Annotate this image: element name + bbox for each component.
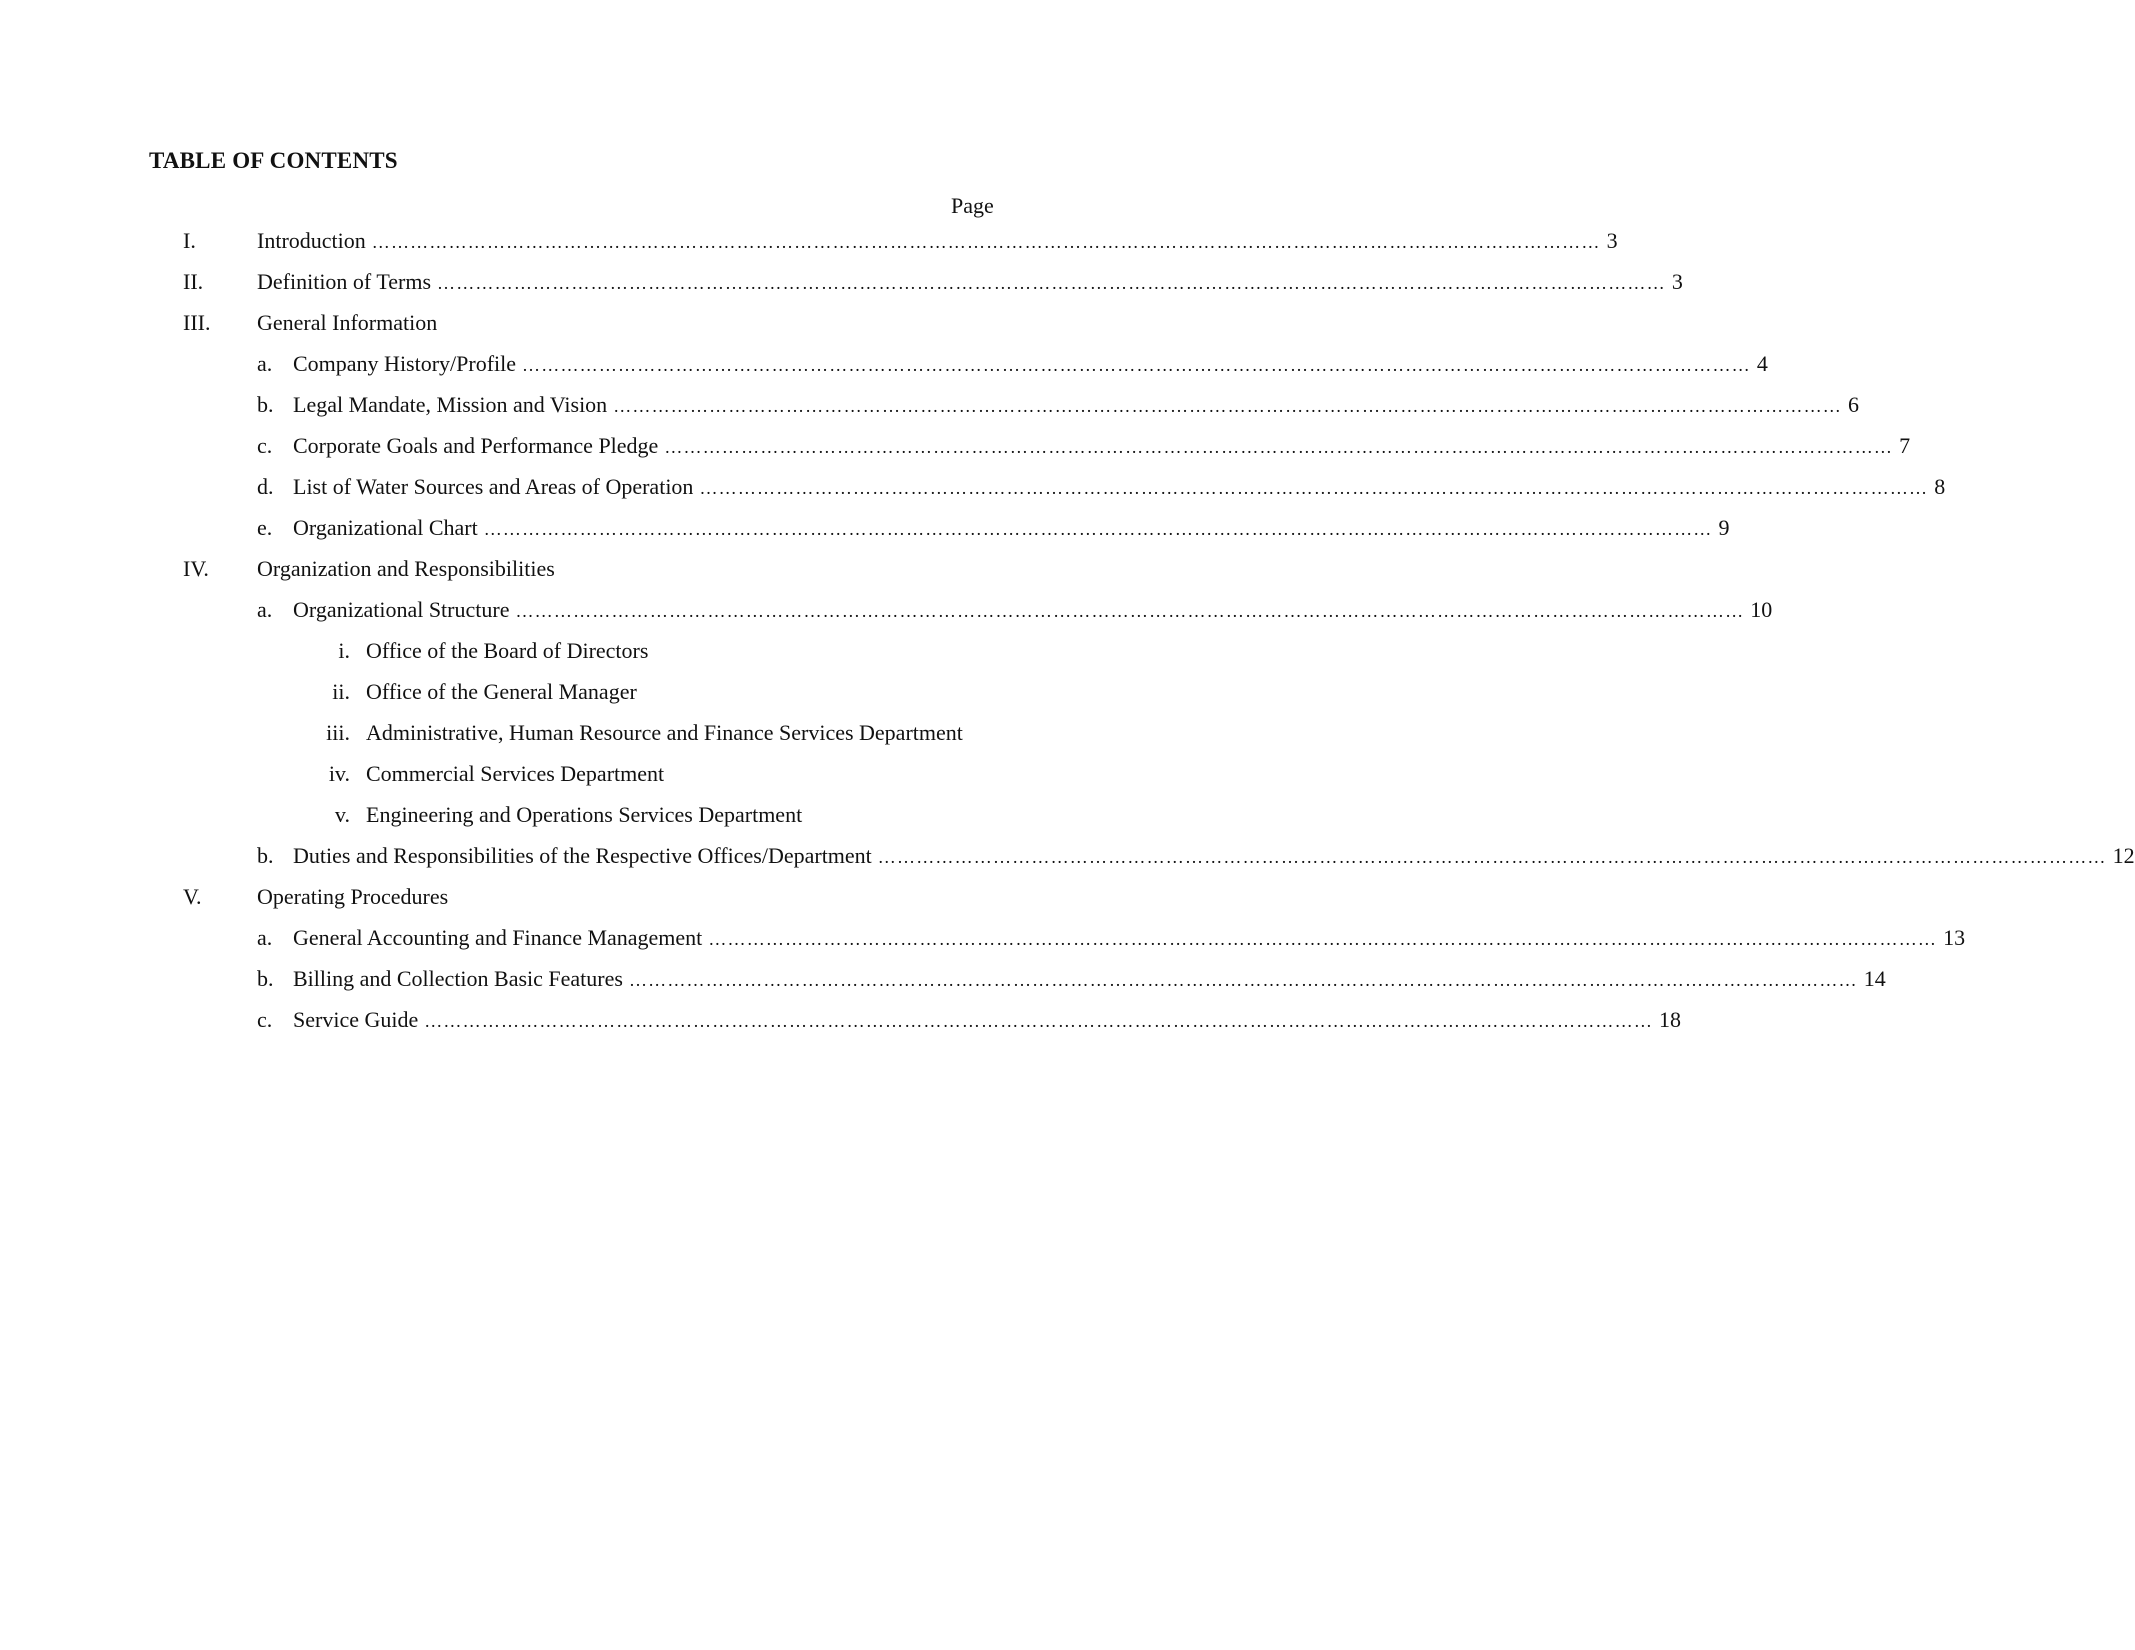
subitem-number: iv. <box>328 761 350 786</box>
toc-entry-organizational-chart[interactable] <box>293 515 1730 542</box>
entry-label: Introduction <box>257 228 366 253</box>
section-number: II. <box>183 269 204 294</box>
leader-dots: ………………………………………………………………………………………………………………………………………………………………………… <box>522 355 1751 375</box>
entry-page: 13 <box>1943 925 1966 950</box>
subitem-engineering-operations: Engineering and Operations Services Department <box>366 802 803 827</box>
entry-letter: c. <box>257 433 273 458</box>
leader-dots: ………………………………………………………………………………………………………………………………………………………………………… <box>483 519 1713 539</box>
entry-page: 10 <box>1750 597 1773 622</box>
subitem-number: iii. <box>326 720 350 745</box>
toc-entry-company-history[interactable] <box>293 351 1768 378</box>
entry-label: Corporate Goals and Performance Pledge <box>293 433 659 458</box>
entry-page: 12 <box>2112 843 2135 868</box>
toc-entry-organizational-structure[interactable] <box>293 597 1773 624</box>
leader-dots: ………………………………………………………………………………………………………………………………………………………………………… <box>628 970 1858 990</box>
entry-label: Billing and Collection Basic Features <box>293 966 623 991</box>
entry-page: 18 <box>1659 1007 1682 1032</box>
entry-letter: b. <box>257 392 274 417</box>
entry-letter: a. <box>257 351 273 376</box>
section-heading-operating-procedures: Operating Procedures <box>257 884 449 909</box>
entry-page: 4 <box>1756 351 1768 376</box>
entry-label: Service Guide <box>293 1007 419 1032</box>
entry-page: 6 <box>1848 392 1859 417</box>
section-number: V. <box>183 884 202 909</box>
section-heading-organization: Organization and Responsibilities <box>257 556 555 581</box>
leader-dots: ………………………………………………………………………………………………………………………………………………………………………… <box>664 437 1894 457</box>
toc-entry-legal-mandate[interactable] <box>293 392 1859 419</box>
section-heading-general-information: General Information <box>257 310 438 335</box>
toc-entry-general-accounting[interactable] <box>293 925 1966 952</box>
entry-page: 3 <box>1606 228 1618 253</box>
subitem-administrative-department: Administrative, Human Resource and Finance Services Department <box>366 720 963 745</box>
entry-letter: a. <box>257 925 273 950</box>
leader-dots: ………………………………………………………………………………………………………………………………………………………………………… <box>515 601 1745 621</box>
subitem-general-manager: Office of the General Manager <box>366 679 637 704</box>
leader-dots: ………………………………………………………………………………………………………………………………………………………………………… <box>699 478 1929 498</box>
entry-page: 3 <box>1671 269 1683 294</box>
leader-dots: ………………………………………………………………………………………………………………………………………………………………………… <box>613 396 1842 416</box>
leader-dots: ………………………………………………………………………………………………………………………………………………………………………… <box>424 1011 1654 1031</box>
entry-label: Company History/Profile <box>293 351 517 376</box>
entry-label: Definition of Terms <box>257 269 432 294</box>
section-number: I. <box>183 228 196 253</box>
entry-letter: b. <box>257 966 274 991</box>
subitem-number: i. <box>338 638 350 663</box>
entry-page: 14 <box>1863 966 1886 991</box>
entry-page: 9 <box>1718 515 1730 540</box>
entry-letter: b. <box>257 843 274 868</box>
toc-entry-definition-of-terms[interactable] <box>257 269 1683 296</box>
leader-dots: ………………………………………………………………………………………………………………………………………………………………………… <box>708 929 1938 949</box>
toc-title: TABLE OF CONTENTS <box>149 148 398 173</box>
entry-letter: d. <box>257 474 274 499</box>
subitem-board-of-directors: Office of the Board of Directors <box>366 638 649 663</box>
entry-label: General Accounting and Finance Management <box>293 925 703 950</box>
toc-entry-service-guide[interactable] <box>293 1007 1682 1034</box>
entry-letter: e. <box>257 515 273 540</box>
toc-entry-duties-responsibilities[interactable] <box>293 843 2135 870</box>
entry-label: Organizational Structure <box>293 597 510 622</box>
leader-dots: ………………………………………………………………………………………………………………………………………………………………………… <box>437 273 1666 293</box>
subitem-number: v. <box>334 802 350 827</box>
section-number: IV. <box>183 556 209 581</box>
subitem-number: ii. <box>332 679 350 704</box>
subitem-commercial-services: Commercial Services Department <box>366 761 665 786</box>
leader-dots: ………………………………………………………………………………………………………………………………………………………………………… <box>371 232 1601 252</box>
entry-letter: a. <box>257 597 273 622</box>
page-column-label: Page <box>951 193 994 218</box>
entry-label: Legal Mandate, Mission and Vision <box>293 392 608 417</box>
toc-entry-billing-collection[interactable] <box>293 966 1886 993</box>
section-number: III. <box>183 310 211 335</box>
toc-entry-water-sources[interactable] <box>293 474 1946 501</box>
toc-entry-corporate-goals[interactable] <box>293 433 1911 460</box>
entry-letter: c. <box>257 1007 273 1032</box>
toc-entry-introduction[interactable] <box>257 228 1618 255</box>
entry-page: 7 <box>1899 433 1911 458</box>
entry-label: Duties and Responsibilities of the Respective Offices/Department <box>293 843 872 868</box>
entry-label: Organizational Chart <box>293 515 478 540</box>
entry-page: 8 <box>1934 474 1946 499</box>
leader-dots: ………………………………………………………………………………………………………………………………………………………………………… <box>877 847 2107 867</box>
entry-label: List of Water Sources and Areas of Operation <box>293 474 694 499</box>
